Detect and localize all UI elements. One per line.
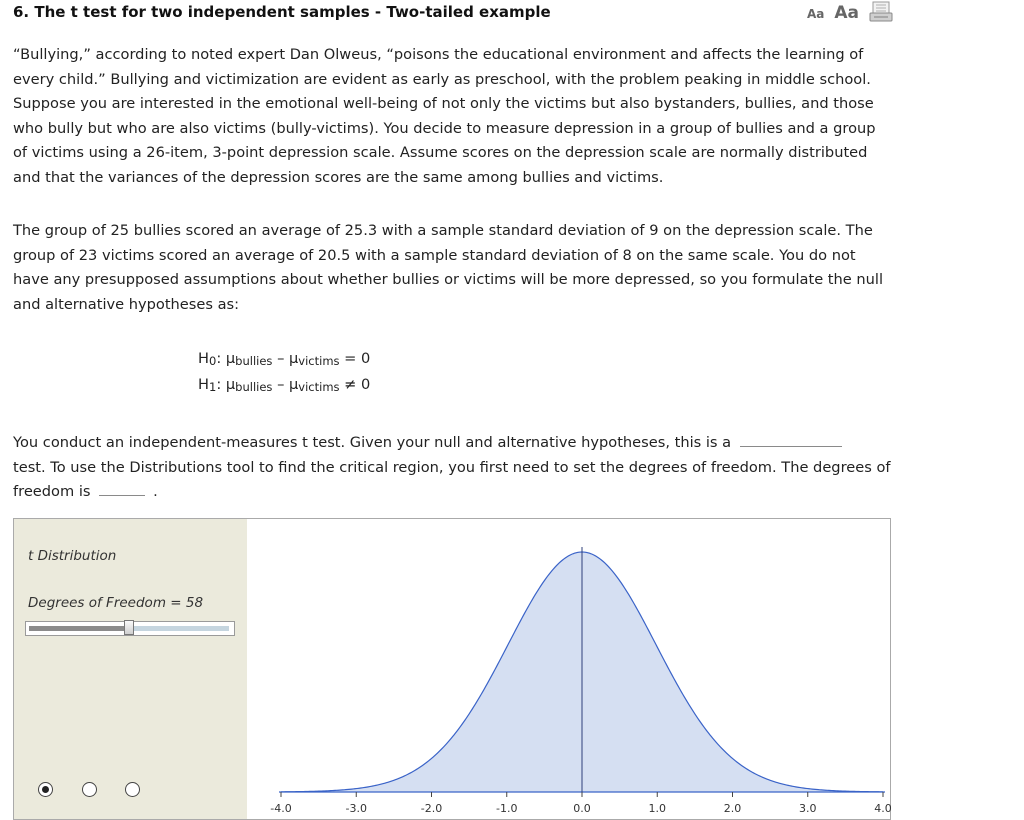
h0-minus: – <box>277 350 285 367</box>
h0-mu-bullies: μ <box>225 350 236 367</box>
degrees-of-freedom-slider[interactable] <box>25 621 235 636</box>
header-tools <box>807 1 893 23</box>
x-tick-label: -2.0 <box>420 802 443 815</box>
h1-letter: H <box>198 376 209 393</box>
x-tick-label: 4.0 <box>874 802 892 815</box>
radio-option-3[interactable] <box>125 782 140 797</box>
distributions-tool <box>13 518 891 820</box>
test-type-dropdown[interactable] <box>740 434 842 447</box>
t-distribution-chart <box>248 519 890 819</box>
x-tick-label: -4.0 <box>270 802 292 815</box>
slider-fill <box>29 626 124 631</box>
h0-bullies-subscript: bullies <box>235 354 273 368</box>
h1-colon: : <box>216 376 222 393</box>
radio-option-2[interactable] <box>82 782 97 797</box>
h1-subscript: 1 <box>208 380 217 394</box>
x-tick-label: 1.0 <box>648 802 666 815</box>
question-paragraph <box>13 431 893 505</box>
h1-mu-bullies: μ <box>225 376 236 393</box>
h0-victims-subscript: victims <box>298 354 340 368</box>
question-header <box>13 3 893 23</box>
radio-selected-dot <box>42 786 49 793</box>
h0-letter: H <box>198 350 209 367</box>
print-icon[interactable] <box>869 1 893 23</box>
intro-paragraph: “Bullying,” according to noted expert Dan Olweus, “poisons the educational environment and affects the learning of every child.” Bullying and victimization are evident as early as preschool, with the problem peaking in middle school. Suppose you are interested in the emotional well-being of not only the victims but also bystanders, bullies, and those who bully but who are also victims (bully-victims). You decide to measure depression in a group of bullies and a group of victims using a 26-item, 3-point depression scale. Assume scores on the depression scale are normally distributed and that the variances of the depression scores are the same among bullies and victims. <box>13 46 876 186</box>
x-tick-label: 3.0 <box>799 802 817 815</box>
x-tick-label: -1.0 <box>496 802 518 815</box>
x-tick-label: -3.0 <box>345 802 367 815</box>
h0-subscript: 0 <box>208 354 217 368</box>
degrees-of-freedom-label <box>28 595 203 611</box>
h0-relation: = 0 <box>344 350 371 367</box>
h1-bullies-subscript: bullies <box>235 380 273 394</box>
degrees-of-freedom-dropdown[interactable] <box>99 483 145 496</box>
df-label-value: 58 <box>185 595 204 611</box>
h1-victims-subscript: victims <box>298 380 340 394</box>
question-title: 6. The t test for two independent samples - Two-tailed example <box>13 3 551 21</box>
radio-option-1[interactable] <box>38 782 53 797</box>
distribution-label: t Distribution <box>28 548 117 564</box>
decrease-font-button[interactable]: Aa <box>806 7 825 21</box>
tool-control-panel <box>14 519 247 819</box>
h0-colon: : <box>216 350 222 367</box>
h1-relation: ≠ 0 <box>344 376 371 393</box>
groups-paragraph: The group of 25 bullies scored an average of 25.3 with a sample standard deviation of 9 on the depression scale. The group of 23 victims scored an average of 20.5 with a sample standard deviation of 8 on the same scale. You do not have any presupposed assumptions about whether bullies or victims will be more depressed, so you formulate the null and alternative hypotheses as: <box>13 222 884 313</box>
increase-font-button[interactable]: Aa <box>834 3 859 23</box>
alternative-hypothesis <box>198 376 370 393</box>
h0-mu-victims: μ <box>289 350 299 367</box>
df-label-prefix: Degrees of Freedom <box>28 595 166 611</box>
h1-mu-victims: μ <box>289 376 299 393</box>
question-text-part3: . <box>153 483 158 500</box>
question-text-part1: You conduct an independent-measures t test. Given your null and alternative hypotheses, this is a <box>13 434 732 451</box>
question-text-part2: test. To use the Distributions tool to find the critical region, you first need to set the degrees of freedom. The degrees of freedom is <box>13 458 891 500</box>
x-tick-label: 0.0 <box>573 802 591 815</box>
null-hypothesis <box>198 350 370 367</box>
df-label-equals: = <box>170 595 182 611</box>
x-tick-label: 2.0 <box>723 802 742 815</box>
h1-minus: – <box>277 376 285 393</box>
slider-thumb[interactable] <box>124 620 134 635</box>
